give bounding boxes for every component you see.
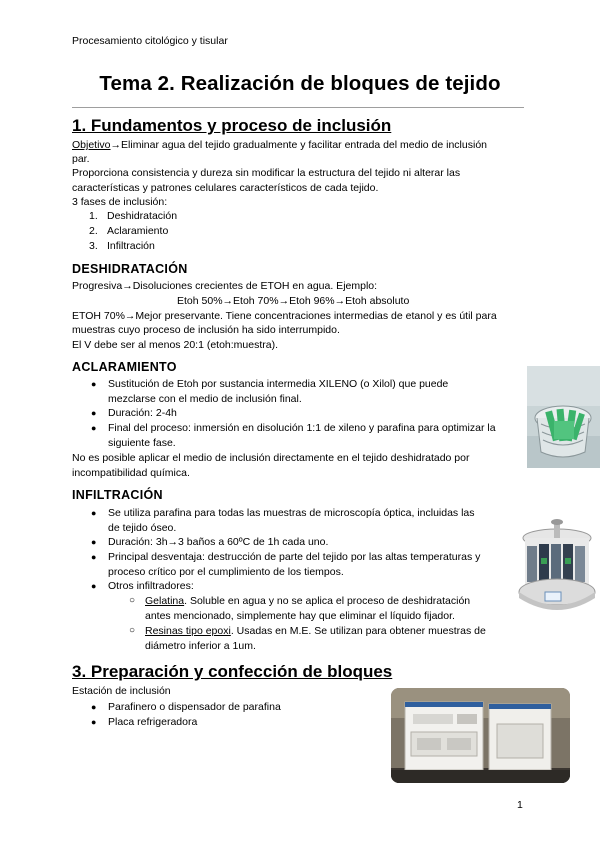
list-item: Aclaramiento: [107, 225, 169, 237]
document-title: Tema 2. Realización de bloques de tejido: [99, 72, 501, 95]
objetivo-line: [72, 138, 487, 153]
paragraph-line: 3 fases de inclusión:: [72, 196, 168, 208]
bullet: ●: [91, 717, 97, 727]
sub-bullet-text: Gelatina. Soluble en agua y no se aplica el proceso de deshidratación: [145, 595, 471, 607]
bullet: ●: [91, 537, 97, 547]
list-number: 2.: [89, 225, 98, 237]
bullet-text: de tejido óseo.: [108, 522, 177, 534]
sub-bullet-text: antes mencionado, simplemente hay que eliminar el líquido fijador.: [145, 610, 455, 622]
paragraph-line: Progresiva→Disoluciones crecientes de ETOH en agua. Ejemplo:: [72, 280, 378, 292]
bullet-text: Sustitución de Etoh por sustancia intermedia XILENO (o Xilol) que puede: [108, 378, 449, 390]
list-item: Infiltración: [107, 240, 155, 252]
bullet-text: Principal desventaja: destrucción de parte del tejido por las altas temperaturas y: [108, 551, 481, 563]
bullet: ●: [91, 581, 97, 591]
deshidratacion-heading: DESHIDRATACIÓN: [72, 262, 188, 276]
bullet-text: Final del proceso: inmersión en disolución 1:1 de xileno y parafina para optimizar la: [108, 422, 496, 434]
embedding-station-photo: [391, 688, 570, 783]
bullet: ●: [91, 508, 97, 518]
running-header: Procesamiento citológico y tisular: [72, 35, 228, 47]
bullet: ●: [91, 702, 97, 712]
paragraph-line: incompatibilidad química.: [72, 467, 190, 479]
bullet-text: mezclarse con el medio de inclusión final.: [108, 393, 302, 405]
paragraph-line: muestras cuyo proceso de inclusión ha sido interrumpido.: [72, 324, 340, 336]
infiltracion-heading: INFILTRACIÓN: [72, 488, 163, 502]
bullet: ●: [91, 408, 97, 418]
paragraph-line: No es posible aplicar el medio de inclusión directamente en el tejido deshidratado por: [72, 452, 470, 464]
list-number: 3.: [89, 240, 98, 252]
sub-bullet: ○: [129, 625, 136, 636]
list-item: Parafinero o dispensador de parafina: [108, 701, 281, 713]
page-number: 1: [517, 799, 523, 811]
paragraph-line: características y patrones celulares característicos de cada tejido.: [72, 182, 379, 194]
bullet-text: Duración: 2-4h: [108, 407, 177, 419]
sub-bullet-text: Resinas tipo epoxi. Usadas en M.E. Se utilizan para obtener muestras de: [145, 625, 486, 637]
bullet: ●: [91, 552, 97, 562]
example-line: Etoh 50%→Etoh 70%→Etoh 96%→Etoh absoluto: [177, 295, 410, 307]
aclaramiento-heading: ACLARAMIENTO: [72, 360, 177, 374]
bullet-text: siguiente fase.: [108, 437, 176, 449]
resinas-label: Resinas tipo epoxi: [145, 625, 231, 637]
objetivo-label: Objetivo: [72, 139, 111, 151]
objetivo-text: →Eliminar agua del tejido gradualmente y facilitar entrada del medio de inclusión: [110, 139, 487, 151]
section1-heading: 1. Fundamentos y proceso de inclusión: [72, 116, 392, 135]
objetivo-line-2: par.: [72, 153, 90, 165]
title-divider: [72, 107, 524, 108]
bullet: ●: [91, 423, 97, 433]
list-item: Deshidratación: [107, 210, 178, 222]
bullet-text: Se utiliza parafina para todas las muestras de microscopía óptica, incluidas las: [108, 507, 475, 519]
paragraph-line: Proporciona consistencia y dureza sin modificar la estructura del tejido ni alterar las: [72, 167, 461, 179]
sub-bullet-text: diámetro inferior a 1um.: [145, 640, 256, 652]
section3-heading: 3. Preparación y confección de bloques: [72, 662, 393, 681]
tissue-processor-photo: [511, 518, 600, 618]
cassette-basket-photo: [527, 366, 600, 468]
bullet-text: proceso crítico por el cumplimiento de los tiempos.: [108, 566, 344, 578]
bullet: ●: [91, 379, 97, 389]
gelatina-label: Gelatina: [145, 595, 185, 607]
sub-bullet: ○: [129, 595, 136, 606]
paragraph-line: ETOH 70%→Mejor preservante. Tiene concentraciones intermedias de etanol y es útil para: [72, 310, 497, 322]
bullet-text: Otros infiltradores:: [108, 580, 194, 592]
paragraph-line: Estación de inclusión: [72, 685, 171, 697]
list-item: Placa refrigeradora: [108, 716, 198, 728]
paragraph-line: El V debe ser al menos 20:1 (etoh:muestra).: [72, 339, 279, 351]
bullet-text: Duración: 3h→3 baños a 60ºC de 1h cada uno.: [108, 536, 329, 548]
list-number: 1.: [89, 210, 98, 222]
